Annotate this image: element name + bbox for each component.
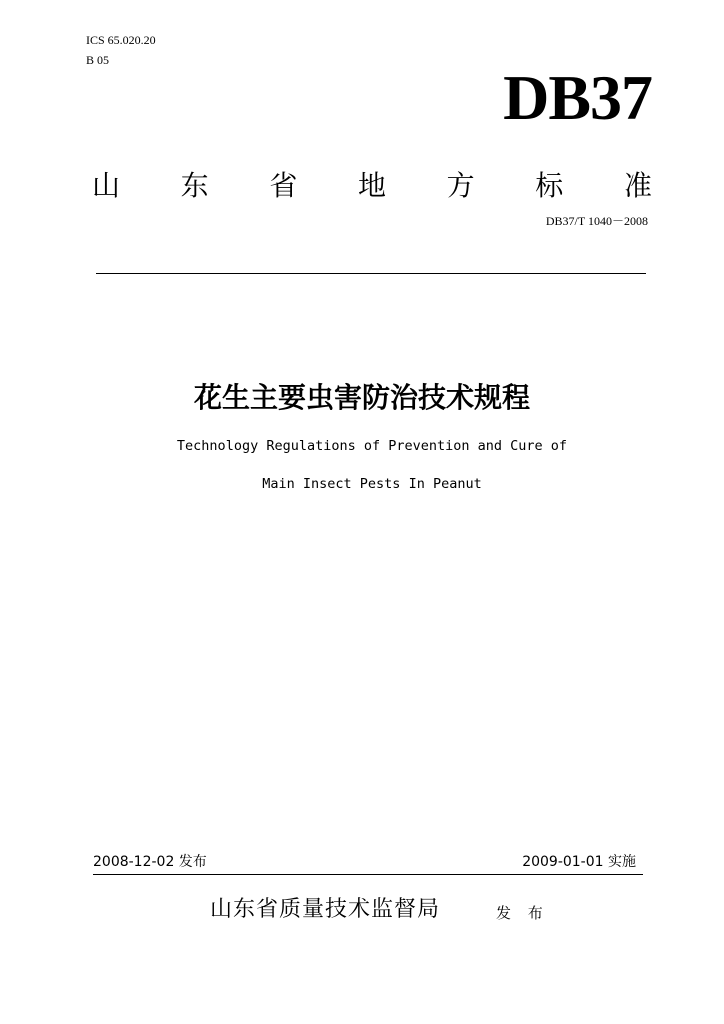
standard-type-char: 准 [623,169,652,202]
publish-label: 发 布 [496,904,549,922]
ics-code: ICS 65.020.20 [86,33,156,47]
standard-number: DB37/T 1040－2008 [545,214,648,228]
standard-code-db37: DB37 [503,62,652,133]
document-title-english-line-2: Main Insect Pests In Peanut [262,476,482,492]
ccs-code: B 05 [86,53,110,67]
header-divider [96,273,646,274]
standard-type-heading [92,168,652,204]
issuing-authority: 山东省质量技术监督局 [210,897,441,922]
implementation-date: 2009-01-01 实施 [522,854,636,870]
standard-type-char: 山 [92,169,121,202]
standard-type-char: 方 [446,169,475,202]
standard-type-char: 省 [269,169,298,202]
document-title-english-line-1: Technology Regulations of Prevention and Cure of [176,438,568,454]
issue-date: 2008-12-02 发布 [93,854,207,870]
standard-type-char: 地 [357,169,386,202]
footer-divider [93,874,643,875]
standard-type-char: 标 [535,169,564,202]
document-title-chinese: 花生主要虫害防治技术规程 [193,381,530,414]
standard-type-char: 东 [180,169,209,202]
